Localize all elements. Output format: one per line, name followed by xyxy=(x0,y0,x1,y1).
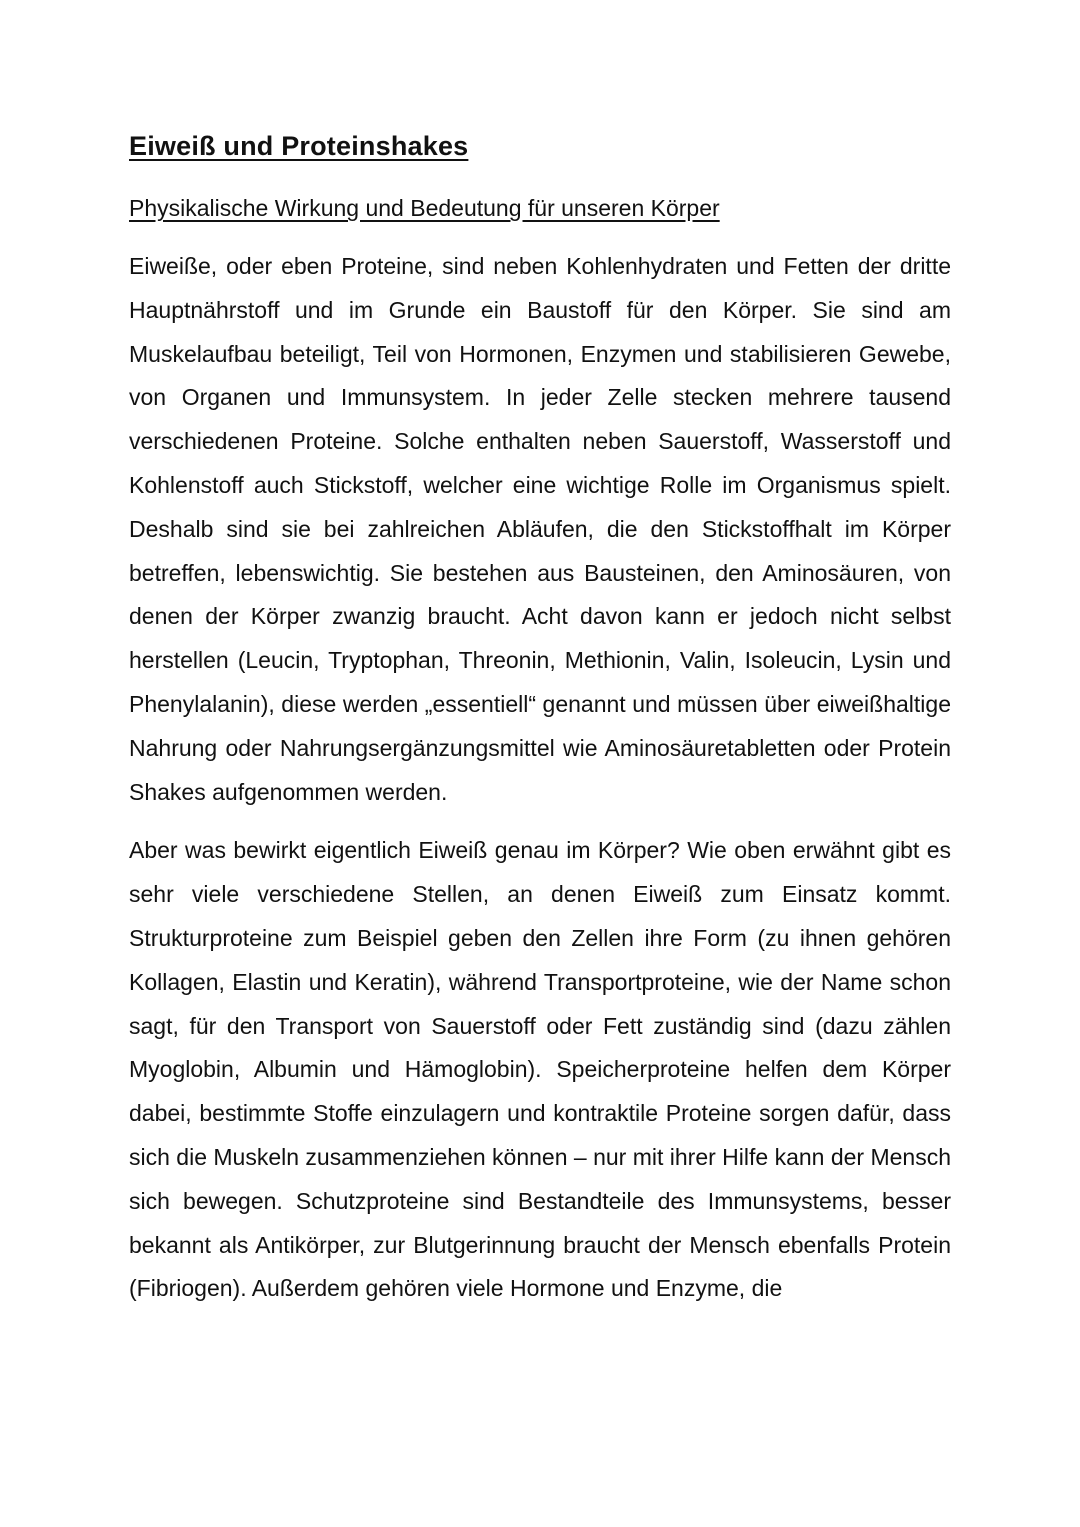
document-subtitle: Physikalische Wirkung und Bedeutung für unseren Körper xyxy=(129,195,720,221)
document-title: Eiweiß und Proteinshakes xyxy=(129,131,469,161)
paragraph-1: Eiweiße, oder eben Proteine, sind neben Kohlenhydraten und Fetten der dritte Hauptnährstoff und im Grunde ein Baustoff für den Körper. Sie sind am Muskelaufbau beteiligt, Teil von Hormonen, Enzymen und stabilisieren Gewebe, von Organen und Immunsystem. In jeder Zelle stecken mehrere tausend verschiedenen Proteine. Solche enthalten neben Sauerstoff, Wasserstoff und Kohlenstoff auch Stickstoff, welcher eine wichtige Rolle im Organismus spielt. Deshalb sind sie bei zahlreichen Abläufen, die den Stickstoffhalt im Körper betreffen, lebenswichtig. Sie bestehen aus Bausteinen, den Aminosäuren, von denen der Körper zwanzig braucht. Acht davon kann er jedoch nicht selbst herstellen (Leucin, Tryptophan, Threonin, Methionin, Valin, Isoleucin, Lysin und Phenylalanin), diese werden „essentiell“ genannt und müssen über eiweißhaltige Nahrung oder Nahrungsergänzungsmittel wie Aminosäuretabletten oder Protein Shakes aufgenommen werden. xyxy=(129,253,951,805)
paragraph-2: Aber was bewirkt eigentlich Eiweiß genau im Körper? Wie oben erwähnt gibt es sehr viele verschiedene Stellen, an denen Eiweiß zum Einsatz kommt. Strukturproteine zum Beispiel geben den Zellen ihre Form (zu ihnen gehören Kollagen, Elastin und Keratin), während Transportproteine, wie der Name schon sagt, für den Transport von Sauerstoff oder Fett zuständig sind (dazu zählen Myoglobin, Albumin und Hämoglobin). Speicherproteine helfen dem Körper dabei, bestimmte Stoffe einzulagern und kontraktile Proteine sorgen dafür, dass sich die Muskeln zusammenziehen können – nur mit ihrer Hilfe kann der Mensch sich bewegen. Schutzproteine sind Bestandteile des Immunsystems, besser bekannt als Antikörper, zur Blutgerinnung braucht der Mensch ebenfalls Protein (Fibriogen). Außerdem gehören viele Hormone und Enzyme, die xyxy=(129,837,952,1302)
document-page xyxy=(129,128,951,1311)
